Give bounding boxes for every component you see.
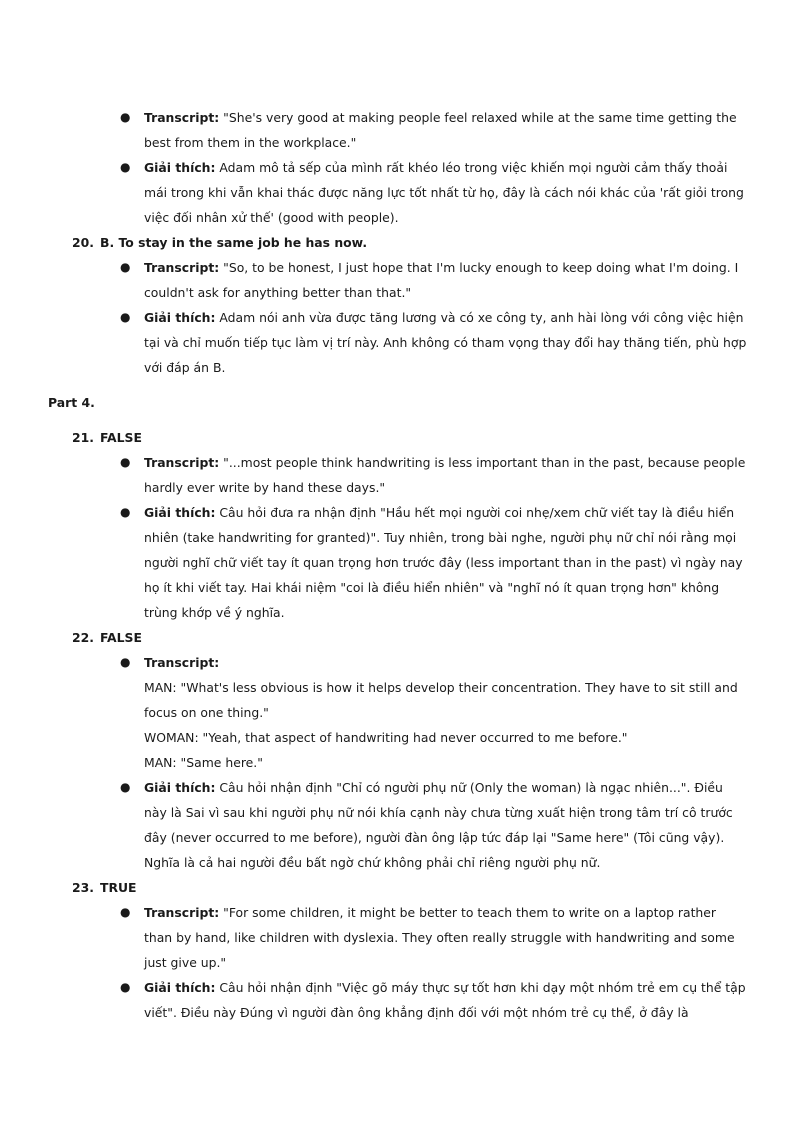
q22-bullets <box>0 650 794 675</box>
bullet-icon: ● <box>120 455 131 469</box>
bullet-icon: ● <box>120 655 131 669</box>
transcript-item <box>0 450 794 500</box>
question-number: 23. <box>72 880 94 895</box>
transcript-text: "So, to be honest, I just hope that I'm lucky enough to keep doing what I'm doing. I couldn't ask for anything better than that." <box>144 260 739 300</box>
explanation-label: Giải thích: <box>144 310 216 325</box>
dialogue-line: WOMAN: "Yeah, that aspect of handwriting had never occurred to me before." <box>144 730 628 745</box>
bullet-icon: ● <box>120 110 131 124</box>
answer-text: FALSE <box>100 630 142 645</box>
transcript-item <box>0 650 794 675</box>
transcript-item <box>0 105 794 155</box>
explanation-text: Adam nói anh vừa được tăng lương và có xe công ty, anh hài lòng với công việc hiện tại và chỉ muốn tiếp tục làm vị trí này. Anh không có tham vọng thay đổi hay thăng tiến, phù hợp với đáp án B. <box>144 310 747 375</box>
q21-bullets <box>0 450 794 625</box>
question-23-answer <box>0 875 794 900</box>
explanation-label: Giải thích: <box>144 160 216 175</box>
bullet-icon: ● <box>120 160 131 174</box>
bullet-icon: ● <box>120 905 131 919</box>
q19-bullets <box>0 105 794 230</box>
transcript-label: Transcript: <box>144 455 220 470</box>
transcript-label: Transcript: <box>144 110 220 125</box>
transcript-label: Transcript: <box>144 655 220 670</box>
explanation-item <box>0 155 794 230</box>
question-20-answer <box>0 230 794 255</box>
explanation-item <box>0 305 794 380</box>
explanation-item <box>0 975 794 1025</box>
explanation-label: Giải thích: <box>144 780 216 795</box>
transcript-text: "...most people think handwriting is less important than in the past, because people hardly ever write by hand these days." <box>144 455 746 495</box>
section-heading-part-4: Part 4. <box>48 395 95 410</box>
transcript-text: "She's very good at making people feel relaxed while at the same time getting the best from them in the workplace." <box>144 110 737 150</box>
document-page <box>0 105 794 1025</box>
answer-text: FALSE <box>100 430 142 445</box>
transcript-label: Transcript: <box>144 905 220 920</box>
explanation-label: Giải thích: <box>144 505 216 520</box>
bullet-icon: ● <box>120 260 131 274</box>
explanation-text: Câu hỏi đưa ra nhận định "Hầu hết mọi người coi nhẹ/xem chữ viết tay là điều hiển nhiên (take handwriting for granted)". Tuy nhiên, trong bài nghe, người phụ nữ chỉ nói rằng mọi người nghĩ chữ viết tay ít quan trọng hơn trước đây (less important than in the past) vì ngày nay họ ít khi viết tay. Hai khái niệm "coi là điều hiển nhiên" và "nghĩ nó ít quan trọng hơn" không trùng khớp về ý nghĩa. <box>144 505 743 620</box>
question-number: 21. <box>72 430 94 445</box>
question-22-answer <box>0 625 794 650</box>
transcript-item <box>0 255 794 305</box>
dialogue-line: MAN: "What's less obvious is how it helps develop their concentration. They have to sit still and focus on one thing." <box>144 680 738 720</box>
question-number: 20. <box>72 235 94 250</box>
transcript-item <box>0 900 794 975</box>
bullet-icon: ● <box>120 980 131 994</box>
transcript-label: Transcript: <box>144 260 220 275</box>
transcript-text: "For some children, it might be better to teach them to write on a laptop rather than by hand, like children with dyslexia. They often really struggle with handwriting and some just give up." <box>144 905 735 970</box>
q23-bullets <box>0 900 794 1025</box>
answer-text: B. To stay in the same job he has now. <box>100 235 368 250</box>
question-21-answer <box>0 425 794 450</box>
bullet-icon: ● <box>120 780 131 794</box>
q22-explanation-bullets <box>0 775 794 875</box>
explanation-text: Câu hỏi nhận định "Chỉ có người phụ nữ (Only the woman) là ngạc nhiên...". Điều này là Sai vì sau khi người phụ nữ nói khía cạnh này chưa từng xuất hiện trong tâm trí cô trước đây (never occurred to me before), người đàn ông lập tức đáp lại "Same here" (Tôi cũng vậy). Nghĩa là cả hai người đều bất ngờ chứ không phải chỉ riêng người phụ nữ. <box>144 780 733 870</box>
q20-bullets <box>0 255 794 380</box>
dialogue-line: MAN: "Same here." <box>144 755 263 770</box>
explanation-label: Giải thích: <box>144 980 216 995</box>
explanation-text: Adam mô tả sếp của mình rất khéo léo trong việc khiến mọi người cảm thấy thoải mái trong khi vẫn khai thác được năng lực tốt nhất từ họ, đây là cách nói khác của 'rất giỏi trong việc đối nhân xử thế' (good with people). <box>144 160 744 225</box>
answer-text: TRUE <box>100 880 137 895</box>
bullet-icon: ● <box>120 505 131 519</box>
explanation-item <box>0 500 794 625</box>
question-number: 22. <box>72 630 94 645</box>
explanation-text: Câu hỏi nhận định "Việc gõ máy thực sự tốt hơn khi dạy một nhóm trẻ em cụ thể tập viết". Điều này Đúng vì người đàn ông khẳng định đối với một nhóm trẻ cụ thể, ở đây là <box>144 980 746 1020</box>
bullet-icon: ● <box>120 310 131 324</box>
explanation-item <box>0 775 794 875</box>
